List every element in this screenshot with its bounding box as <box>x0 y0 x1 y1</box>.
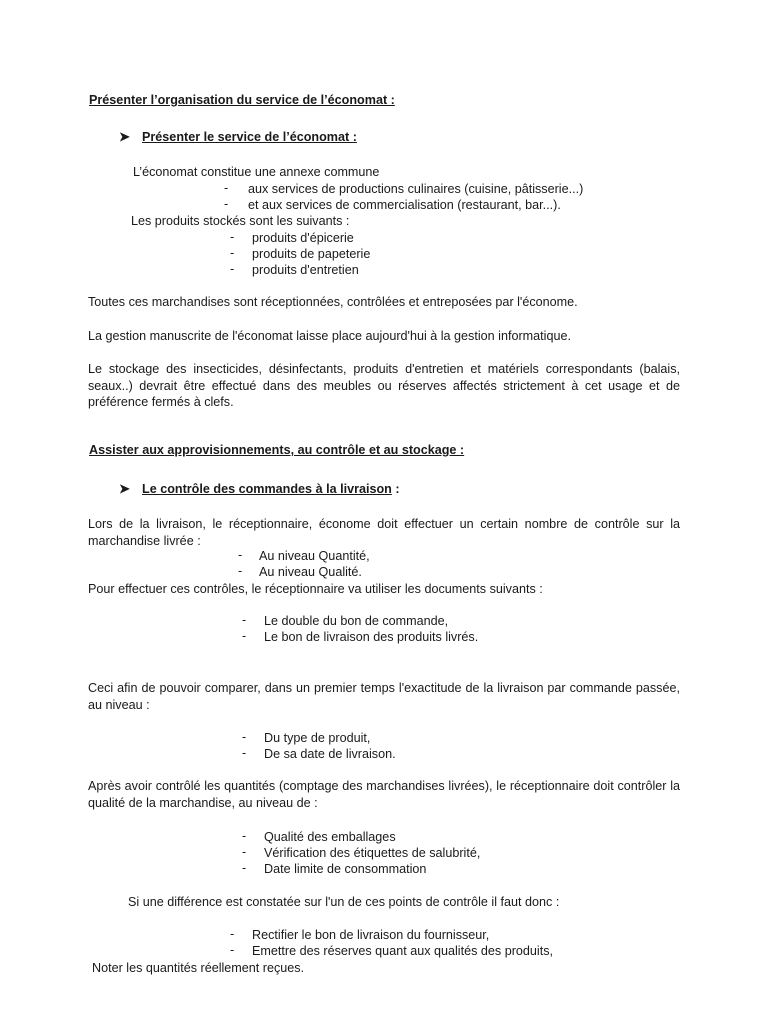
dash-bullet: - <box>224 181 229 195</box>
quality-item-3: Date limite de consommation <box>264 862 427 876</box>
section-2-title: Assister aux approvisionnements, au contrôle et au stockage : <box>89 443 465 457</box>
annexe-item-1: aux services de productions culinaires (cuisine, pâtisserie...) <box>248 182 584 196</box>
stock-item-1: produits d'épicerie <box>252 231 354 245</box>
dash-bullet: - <box>242 613 247 627</box>
compare-item-2: De sa date de livraison. <box>264 747 396 761</box>
action-item-1: Rectifier le bon de livraison du fournisseur, <box>252 928 490 942</box>
paragraph-livraison: Lors de la livraison, le réceptionnaire, économe doit effectuer un certain nombre de contrôle sur la marchandise livrée : <box>88 517 680 548</box>
dash-bullet: - <box>230 230 235 244</box>
paragraph-stockage: Le stockage des insecticides, désinfectants, produits d'entretien et matériels correspondants (balais, seaux..) devrait être effectué dans des meubles ou réserves affectés strictement à cet usage et de préférence fermés à clefs. <box>88 362 680 409</box>
dash-bullet: - <box>230 943 235 957</box>
dash-bullet: - <box>242 746 247 760</box>
section-2-subtitle <box>142 482 400 496</box>
dash-bullet: - <box>242 629 247 643</box>
stock-item-2: produits de papeterie <box>252 247 371 261</box>
dash-bullet: - <box>230 262 235 276</box>
doc-item-1: Le double du bon de commande, <box>264 614 449 628</box>
doc-item-2: Le bon de livraison des produits livrés. <box>264 630 479 644</box>
compare-item-1: Du type de produit, <box>264 731 371 745</box>
subtitle-suffix: : <box>391 482 400 496</box>
section-1-subtitle-text: Présenter le service de l’économat : <box>142 130 357 144</box>
dash-bullet: - <box>238 548 243 562</box>
dash-bullet: - <box>230 927 235 941</box>
paragraph-difference: Si une différence est constatée sur l'un de ces points de contrôle il faut donc : <box>128 895 560 909</box>
control-item-2: Au niveau Qualité. <box>259 565 362 579</box>
arrow-bullet-icon: ➤ <box>119 129 130 144</box>
dash-bullet: - <box>242 861 247 875</box>
quality-item-2: Vérification des étiquettes de salubrité, <box>264 846 481 860</box>
action-item-2: Emettre des réserves quant aux qualités des produits, <box>252 944 554 958</box>
dash-bullet: - <box>242 829 247 843</box>
paragraph-gestion: La gestion manuscrite de l'économat laisse place aujourd'hui à la gestion informatique. <box>88 329 571 343</box>
economat-intro: L’économat constitue une annexe commune <box>133 165 380 179</box>
quality-item-1: Qualité des emballages <box>264 830 396 844</box>
final-line: Noter les quantités réellement reçues. <box>92 961 305 975</box>
dash-bullet: - <box>242 730 247 744</box>
paragraph-comparer: Ceci afin de pouvoir comparer, dans un premier temps l'exactitude de la livraison par commande passée, au niveau : <box>88 681 680 712</box>
paragraph-reception: Toutes ces marchandises sont réceptionnées, contrôlées et entreposées par l'économe. <box>88 295 578 309</box>
section-1-title: Présenter l’organisation du service de l’économat : <box>89 93 395 107</box>
section-2-subtitle-text: Le contrôle des commandes à la livraison <box>142 482 392 496</box>
dash-bullet: - <box>230 246 235 260</box>
stock-item-3: produits d'entretien <box>252 263 359 277</box>
paragraph-documents: Pour effectuer ces contrôles, le réceptionnaire va utiliser les documents suivants : <box>88 582 543 596</box>
stock-intro: Les produits stockés sont les suivants : <box>131 214 350 228</box>
dash-bullet: - <box>242 845 247 859</box>
annexe-item-2: et aux services de commercialisation (restaurant, bar...). <box>248 198 561 212</box>
dash-bullet: - <box>224 197 229 211</box>
section-1-subtitle <box>142 130 357 144</box>
arrow-bullet-icon: ➤ <box>119 481 130 496</box>
dash-bullet: - <box>238 564 243 578</box>
control-item-1: Au niveau Quantité, <box>259 549 370 563</box>
paragraph-qualite: Après avoir contrôlé les quantités (comptage des marchandises livrées), le réceptionnaire doit contrôler la qualité de la marchandise, au niveau de : <box>88 779 680 810</box>
